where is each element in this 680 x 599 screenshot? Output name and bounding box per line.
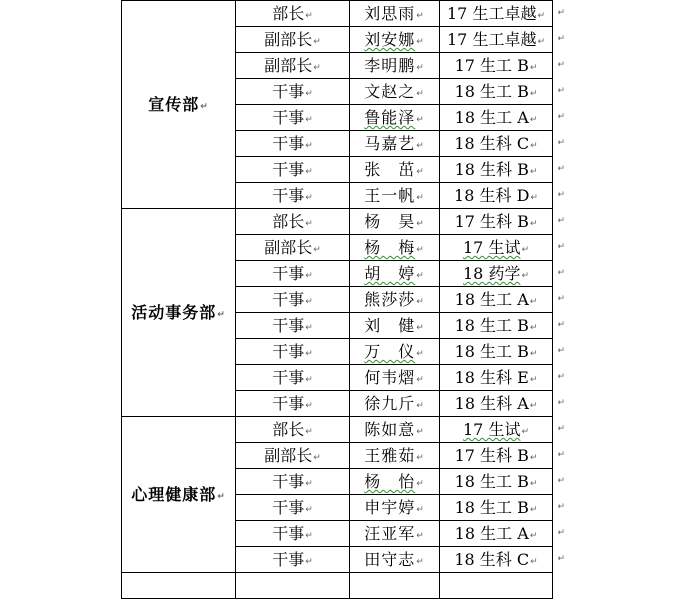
- paragraph-mark-icon: ↵: [416, 141, 425, 151]
- paragraph-mark-icon: ↵: [416, 401, 425, 411]
- member-title-cell: [236, 313, 350, 339]
- paragraph-mark-icon: ↵: [529, 63, 538, 73]
- member-title: 干事: [272, 342, 305, 361]
- row-end-mark-icon: ↵: [557, 190, 565, 200]
- member-class: 18 生工 B: [454, 498, 529, 517]
- paragraph-mark-icon: ↵: [537, 37, 545, 47]
- member-title-cell: [236, 79, 350, 105]
- member-name-cell: [350, 287, 440, 313]
- continuation-cell: [122, 573, 236, 599]
- member-title: 副部长: [264, 30, 313, 49]
- member-title-cell: [236, 53, 350, 79]
- member-class-cell: [440, 443, 565, 469]
- member-name: 万 仪: [364, 342, 416, 361]
- member-class-cell: [440, 261, 565, 287]
- row-end-mark-icon: ↵: [557, 268, 565, 278]
- member-class: 18 生工 B: [454, 472, 529, 491]
- paragraph-mark-icon: ↵: [305, 141, 313, 151]
- member-name-cell: [350, 1, 440, 27]
- row-end-mark-icon: ↵: [557, 398, 565, 408]
- paragraph-mark-icon: ↵: [416, 557, 425, 567]
- member-name: 刘安娜: [364, 30, 416, 49]
- member-class-cell: [440, 521, 565, 547]
- member-title-cell: [236, 131, 350, 157]
- member-class: 18 生科 A: [454, 394, 529, 413]
- paragraph-mark-icon: ↵: [416, 297, 425, 307]
- paragraph-mark-icon: ↵: [416, 245, 425, 255]
- department-name: 宣传部: [148, 95, 200, 114]
- paragraph-mark-icon: ↵: [305, 375, 313, 385]
- member-name-cell: [350, 313, 440, 339]
- paragraph-mark-icon: ↵: [305, 297, 313, 307]
- row-end-mark-icon: ↵: [557, 138, 565, 148]
- member-class: 18 生工 B: [454, 316, 529, 335]
- continuation-cell: [236, 573, 350, 599]
- paragraph-mark-icon: ↵: [416, 349, 425, 359]
- member-title-cell: [236, 157, 350, 183]
- paragraph-mark-icon: ↵: [529, 531, 538, 541]
- row-end-mark-icon: ↵: [557, 372, 565, 382]
- member-title: 干事: [272, 108, 305, 127]
- member-title-cell: [236, 1, 350, 27]
- paragraph-mark-icon: ↵: [530, 557, 538, 567]
- row-end-mark-icon: ↵: [557, 216, 565, 226]
- member-class: 18 药学: [463, 264, 521, 283]
- row-end-mark-icon: ↵: [557, 86, 565, 96]
- member-name: 徐九斤: [364, 394, 416, 413]
- member-name-cell: [350, 339, 440, 365]
- member-class: 18 生科 B: [454, 160, 529, 179]
- table-row: [122, 417, 553, 443]
- member-title: 干事: [272, 316, 305, 335]
- department-name-cell: [122, 417, 236, 573]
- member-class: 17 生科 B: [454, 212, 529, 231]
- row-end-mark-icon: ↵: [557, 450, 565, 460]
- member-name: 田守志: [364, 550, 416, 569]
- paragraph-mark-icon: ↵: [416, 323, 425, 333]
- continuation-cell: [350, 573, 440, 599]
- member-title: 干事: [272, 524, 305, 543]
- member-title-cell: [236, 105, 350, 131]
- member-title-cell: [236, 443, 350, 469]
- member-class: 17 生试: [463, 238, 521, 257]
- member-name-cell: [350, 209, 440, 235]
- member-class-cell: [440, 53, 565, 79]
- row-end-mark-icon: ↵: [557, 8, 565, 18]
- paragraph-mark-icon: ↵: [416, 115, 425, 125]
- member-name-cell: [350, 443, 440, 469]
- member-title: 副部长: [264, 446, 313, 465]
- paragraph-mark-icon: ↵: [529, 453, 538, 463]
- member-name: 刘 健: [364, 316, 416, 335]
- member-name: 文赵之: [364, 82, 416, 101]
- member-name: 王一帆: [364, 186, 416, 205]
- paragraph-mark-icon: ↵: [305, 219, 313, 229]
- paragraph-mark-icon: ↵: [529, 89, 538, 99]
- paragraph-mark-icon: ↵: [416, 505, 425, 515]
- paragraph-mark-icon: ↵: [416, 63, 425, 73]
- paragraph-mark-icon: ↵: [416, 271, 425, 281]
- paragraph-mark-icon: ↵: [529, 349, 538, 359]
- row-end-mark-icon: ↵: [557, 242, 565, 252]
- member-class-cell: [440, 131, 565, 157]
- member-class-cell: [440, 339, 565, 365]
- row-end-mark-icon: ↵: [557, 60, 565, 70]
- member-class: 18 生科 D: [454, 186, 530, 205]
- member-name-cell: [350, 79, 440, 105]
- paragraph-mark-icon: ↵: [305, 349, 313, 359]
- member-title-cell: [236, 287, 350, 313]
- paragraph-mark-icon: ↵: [521, 427, 529, 437]
- paragraph-mark-icon: ↵: [305, 505, 313, 515]
- member-title-cell: [236, 469, 350, 495]
- paragraph-mark-icon: ↵: [416, 89, 425, 99]
- member-class: 18 生科 C: [454, 134, 530, 153]
- member-class-cell: [440, 313, 565, 339]
- paragraph-mark-icon: ↵: [416, 427, 425, 437]
- paragraph-mark-icon: ↵: [521, 245, 529, 255]
- paragraph-mark-icon: ↵: [416, 531, 425, 541]
- department-name: 心理健康部: [131, 485, 217, 504]
- member-class: 18 生科 E: [454, 368, 529, 387]
- paragraph-mark-icon: ↵: [305, 193, 313, 203]
- paragraph-mark-icon: ↵: [529, 375, 538, 385]
- member-name: 杨 梅: [364, 238, 416, 257]
- paragraph-mark-icon: ↵: [529, 219, 538, 229]
- member-name: 申宇婷: [364, 498, 416, 517]
- paragraph-mark-icon: ↵: [416, 375, 425, 385]
- member-name: 刘思雨: [364, 4, 416, 23]
- paragraph-mark-icon: ↵: [313, 63, 321, 73]
- member-class: 18 生工 A: [454, 290, 529, 309]
- member-title: 干事: [272, 368, 305, 387]
- member-title-cell: [236, 209, 350, 235]
- row-end-mark-icon: ↵: [557, 164, 565, 174]
- row-end-mark-icon: ↵: [557, 528, 565, 538]
- member-class-cell: [440, 105, 565, 131]
- department-roster-table: [121, 0, 565, 599]
- row-end-mark-icon: ↵: [557, 320, 565, 330]
- member-title: 干事: [272, 160, 305, 179]
- member-title-cell: [236, 261, 350, 287]
- member-name: 胡 婷: [364, 264, 416, 283]
- member-name-cell: [350, 547, 440, 573]
- paragraph-mark-icon: ↵: [416, 37, 425, 47]
- paragraph-mark-icon: ↵: [217, 310, 226, 320]
- member-name-cell: [350, 391, 440, 417]
- paragraph-mark-icon: ↵: [305, 11, 313, 21]
- member-class-cell: [440, 157, 565, 183]
- paragraph-mark-icon: ↵: [416, 11, 425, 21]
- member-title: 干事: [272, 550, 305, 569]
- paragraph-mark-icon: ↵: [305, 115, 313, 125]
- member-class: 18 生工 A: [454, 524, 529, 543]
- department-name-cell: [122, 1, 236, 209]
- member-title-cell: [236, 391, 350, 417]
- paragraph-mark-icon: ↵: [529, 401, 538, 411]
- member-class: 17 生工 B: [454, 56, 529, 75]
- member-class: 17 生工卓越: [447, 4, 537, 23]
- member-class-cell: [440, 417, 565, 443]
- member-title: 部长: [272, 420, 305, 439]
- member-class-cell: [440, 287, 565, 313]
- member-name-cell: [350, 261, 440, 287]
- member-title-cell: [236, 547, 350, 573]
- row-end-mark-icon: ↵: [557, 476, 565, 486]
- member-name: 杨 昊: [364, 212, 416, 231]
- member-class-cell: [440, 469, 565, 495]
- member-class: 17 生科 B: [454, 446, 529, 465]
- member-class: 18 生工 A: [454, 108, 529, 127]
- paragraph-mark-icon: ↵: [313, 453, 321, 463]
- paragraph-mark-icon: ↵: [305, 557, 313, 567]
- member-name-cell: [350, 417, 440, 443]
- row-end-mark-icon: ↵: [557, 34, 565, 44]
- member-name: 马嘉艺: [364, 134, 416, 153]
- member-name-cell: [350, 105, 440, 131]
- member-title: 部长: [272, 4, 305, 23]
- member-title: 干事: [272, 186, 305, 205]
- member-name: 陈如意: [364, 420, 416, 439]
- member-name-cell: [350, 157, 440, 183]
- member-class-cell: [440, 365, 565, 391]
- paragraph-mark-icon: ↵: [313, 37, 321, 47]
- member-title-cell: [236, 495, 350, 521]
- member-class-cell: [440, 495, 565, 521]
- table-continuation-edge: [122, 573, 553, 599]
- paragraph-mark-icon: ↵: [416, 167, 425, 177]
- row-end-mark-icon: ↵: [557, 424, 565, 434]
- member-name-cell: [350, 131, 440, 157]
- member-class-cell: [440, 79, 565, 105]
- member-title-cell: [236, 183, 350, 209]
- member-name-cell: [350, 469, 440, 495]
- paragraph-mark-icon: ↵: [530, 141, 538, 151]
- member-name-cell: [350, 27, 440, 53]
- row-end-mark-icon: ↵: [557, 554, 565, 564]
- member-class-cell: [440, 547, 565, 573]
- paragraph-mark-icon: ↵: [305, 401, 313, 411]
- member-title: 部长: [272, 212, 305, 231]
- paragraph-mark-icon: ↵: [529, 167, 538, 177]
- member-name-cell: [350, 521, 440, 547]
- department-name-cell: [122, 209, 236, 417]
- row-end-mark-icon: ↵: [557, 346, 565, 356]
- paragraph-mark-icon: ↵: [416, 453, 425, 463]
- member-name: 何韦熠: [364, 368, 416, 387]
- member-title: 干事: [272, 134, 305, 153]
- paragraph-mark-icon: ↵: [305, 89, 313, 99]
- paragraph-mark-icon: ↵: [529, 479, 538, 489]
- paragraph-mark-icon: ↵: [521, 271, 529, 281]
- member-name: 张 茁: [364, 160, 416, 179]
- member-title: 副部长: [264, 56, 313, 75]
- paragraph-mark-icon: ↵: [529, 505, 538, 515]
- member-class: 18 生工 B: [454, 342, 529, 361]
- paragraph-mark-icon: ↵: [529, 115, 538, 125]
- member-class-cell: [440, 1, 565, 27]
- member-title: 干事: [272, 394, 305, 413]
- paragraph-mark-icon: ↵: [305, 271, 313, 281]
- member-class-cell: [440, 183, 565, 209]
- paragraph-mark-icon: ↵: [529, 323, 538, 333]
- member-title: 副部长: [264, 238, 313, 257]
- member-title: 干事: [272, 82, 305, 101]
- paragraph-mark-icon: ↵: [305, 531, 313, 541]
- paragraph-mark-icon: ↵: [305, 167, 313, 177]
- paragraph-mark-icon: ↵: [305, 427, 313, 437]
- member-title-cell: [236, 235, 350, 261]
- department-name: 活动事务部: [131, 303, 217, 322]
- table-row: [122, 209, 553, 235]
- member-name: 杨 怡: [364, 472, 416, 491]
- paragraph-mark-icon: ↵: [416, 219, 425, 229]
- row-end-mark-icon: ↵: [557, 294, 565, 304]
- member-name: 汪亚军: [364, 524, 416, 543]
- member-title: 干事: [272, 290, 305, 309]
- member-name: 熊莎莎: [364, 290, 416, 309]
- member-title: 干事: [272, 264, 305, 283]
- paragraph-mark-icon: ↵: [529, 297, 538, 307]
- member-name-cell: [350, 495, 440, 521]
- member-name-cell: [350, 53, 440, 79]
- paragraph-mark-icon: ↵: [416, 193, 425, 203]
- member-class-cell: [440, 391, 565, 417]
- paragraph-mark-icon: ↵: [530, 193, 538, 203]
- member-title-cell: [236, 27, 350, 53]
- paragraph-mark-icon: ↵: [305, 323, 313, 333]
- member-name-cell: [350, 235, 440, 261]
- member-class-cell: [440, 27, 565, 53]
- member-class-cell: [440, 235, 565, 261]
- member-name: 王雅茹: [364, 446, 416, 465]
- member-title-cell: [236, 521, 350, 547]
- member-title-cell: [236, 365, 350, 391]
- paragraph-mark-icon: ↵: [217, 492, 226, 502]
- row-end-mark-icon: ↵: [557, 112, 565, 122]
- member-title: 干事: [272, 498, 305, 517]
- member-class: 18 生科 C: [454, 550, 530, 569]
- row-end-mark-icon: ↵: [557, 502, 565, 512]
- paragraph-mark-icon: ↵: [200, 102, 209, 112]
- continuation-cell: [440, 573, 553, 599]
- member-name: 李明鹏: [364, 56, 416, 75]
- paragraph-mark-icon: ↵: [537, 11, 545, 21]
- member-class-cell: [440, 209, 565, 235]
- table-row: [122, 1, 553, 27]
- paragraph-mark-icon: ↵: [313, 245, 321, 255]
- member-class: 18 生工 B: [454, 82, 529, 101]
- member-title-cell: [236, 417, 350, 443]
- member-title-cell: [236, 339, 350, 365]
- paragraph-mark-icon: ↵: [416, 479, 425, 489]
- member-name-cell: [350, 365, 440, 391]
- member-name-cell: [350, 183, 440, 209]
- member-name: 鲁能泽: [364, 108, 416, 127]
- paragraph-mark-icon: ↵: [305, 479, 313, 489]
- member-class: 17 生工卓越: [447, 30, 537, 49]
- member-class: 17 生试: [463, 420, 521, 439]
- member-title: 干事: [272, 472, 305, 491]
